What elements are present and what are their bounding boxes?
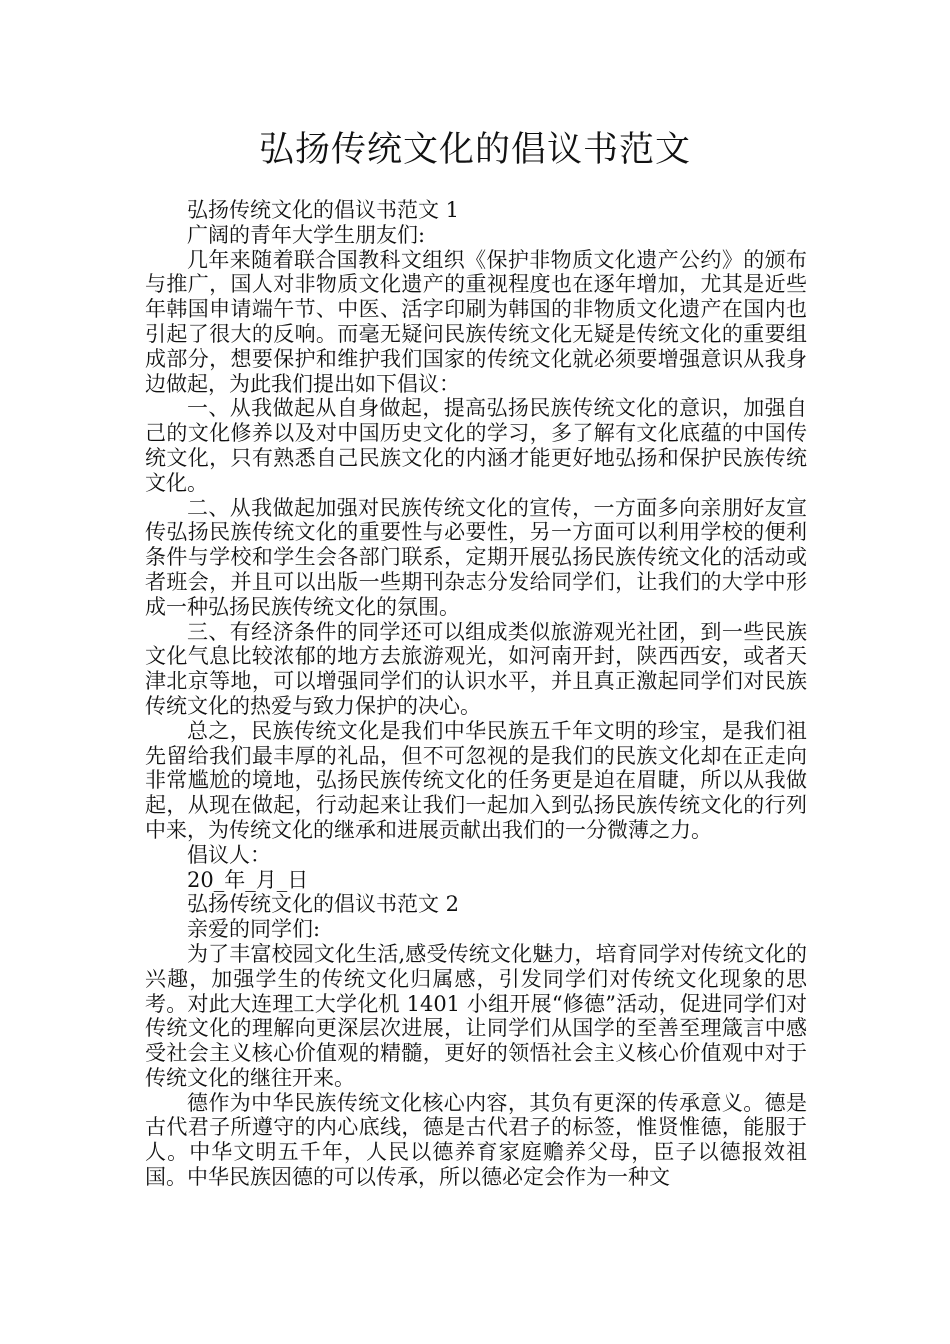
paragraph: 为了丰富校园文化生活,感受传统文化魅力，培育同学对传统文化的兴趣，加强学生的传统文化归属感，引发同学们对传统文化现象的思考。对此大连理工大学化机 1401 小组开展“修德”活动，促进同学们对传统文化的理解向更深层次进展，让同学们从国学的至善至理箴言中感受社会主义核心价值观的精髓，更好的领悟社会主义核心价值观中对于传统文化的继往开来。 <box>145 941 807 1090</box>
paragraph: 一、从我做起从自身做起，提高弘扬民族传统文化的意识，加强自己的文化修养以及对中国历史文化的学习，多了解有文化底蕴的中国传统文化，只有熟悉自己民族文化的内涵才能更好地弘扬和保护民族传统文化。 <box>145 396 807 495</box>
paragraph-heading-1: 弘扬传统文化的倡议书范文 1 <box>187 198 460 222</box>
paragraph: 总之，民族传统文化是我们中华民族五千年文明的珍宝，是我们祖先留给我们最丰厚的礼品，但不可忽视的是我们的民族文化却在正走向非常尴尬的境地，弘扬民族传统文化的任务更是迫在眉睫，所以从我做起，从现在做起，行动起来让我们一起加入到弘扬民族传统文化的行列中来，为传统文化的继承和进展贡献出我们的一分微薄之力。 <box>145 718 807 842</box>
signature-label: 倡议人： <box>187 842 271 867</box>
paragraph-heading-2: 弘扬传统文化的倡议书范文 2 <box>187 892 460 917</box>
paragraph: 三、有经济条件的同学还可以组成类似旅游观光社团，到一些民族文化气息比较浓郁的地方去旅游观光，如河南开封，陕西西安，或者天津北京等地，可以增强同学们的认识水平，并且真正激起同学们对民族传统文化的热爱与致力保护的决心。 <box>145 619 807 718</box>
paragraph: 几年来随着联合国教科文组织《保护非物质文化遗产公约》的颁布与推广，国人对非物质文化遗产的重视程度也在逐年增加，尤其是近些年韩国申请端午节、中医、活字印刷为韩国的非物质文化遗产在国内也引起了很大的反响。而毫无疑问民族传统文化无疑是传统文化的重要组成部分，想要保护和维护我们国家的传统文化就必须要增强意识从我身边做起，为此我们提出如下倡议： <box>145 247 807 396</box>
date-line: 20_年_月_日 <box>187 867 309 892</box>
paragraph: 德作为中华民族传统文化核心内容，其负有更深的传承意义。德是古代君子所遵守的内心底线，德是古代君子的标签，惟贤惟德，能服于人。中华文明五千年，人民以德养育家庭赡养父母，臣子以德报效祖国。中华民族因德的可以传承，所以德必定会作为一种文 <box>145 1090 807 1190</box>
paragraph: 二、从我做起加强对民族传统文化的宣传，一方面多向亲朋好友宣传弘扬民族传统文化的重要性与必要性，另一方面可以利用学校的便利条件与学校和学生会各部门联系，定期开展弘扬民族传统文化的活动或者班会，并且可以出版一些期刊杂志分发给同学们，让我们的大学中形成一种弘扬民族传统文化的氛围。 <box>145 495 807 619</box>
document-title: 弘扬传统文化的倡议书范文 <box>258 130 691 170</box>
document-body <box>145 198 807 1190</box>
paragraph-salutation-1: 广阔的青年大学生朋友们: <box>187 222 426 247</box>
paragraph-salutation-2: 亲爱的同学们: <box>187 917 321 942</box>
